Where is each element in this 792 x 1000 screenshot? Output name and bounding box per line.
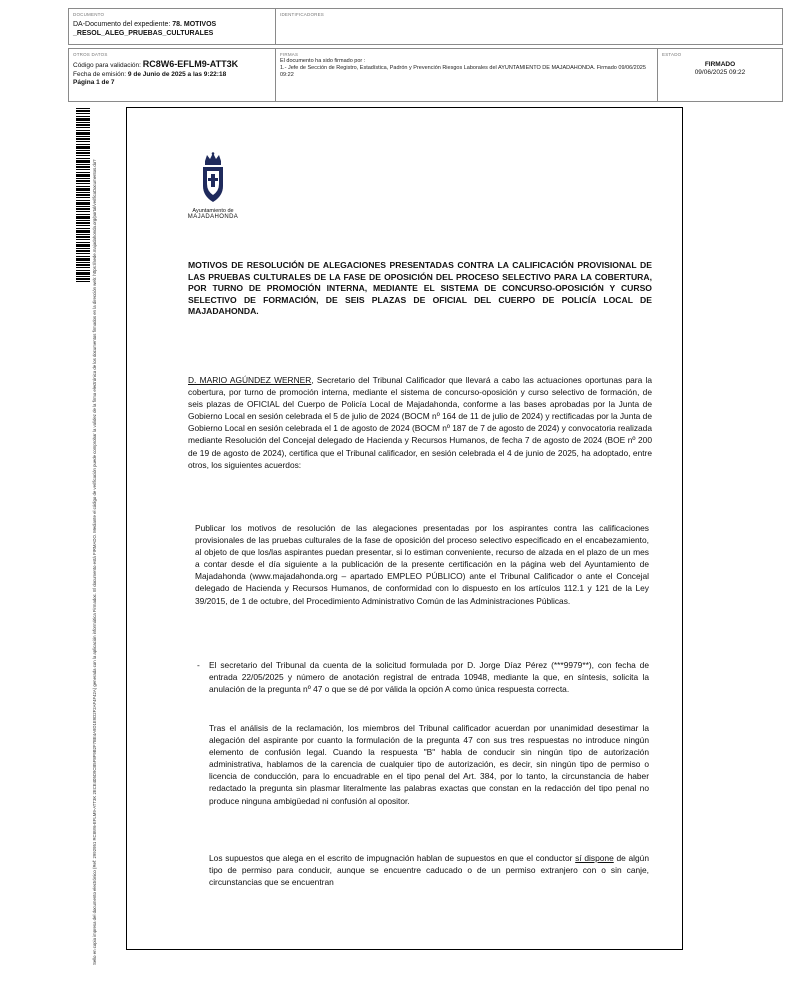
otros-label: OTROS DATOS: [73, 52, 108, 57]
document-title: MOTIVOS DE RESOLUCIÓN DE ALEGACIONES PRESENTADAS CONTRA LA CALIFICACIÓN PROVISIONAL DE LAS PRUEBAS CULTURALES DE LA FASE DE OPOSICIÓN DEL PROCESO SELECTIVO PARA LA COBERTURA, POR TURNO DE PROMOCIÓN INTERNA, MEDIANTE EL SISTEMA DE CONCURSO-OPOSICIÓN Y CURSO SELECTIVO DE FORMACIÓN, DE SEIS PLAZAS DE OFICIAL DEL CUERPO DE POLICÍA LOCAL DE MAJADAHONDA.: [188, 260, 652, 317]
firmas-text: El documento ha sido firmado por :: [280, 58, 366, 64]
municipal-logo: [183, 152, 243, 220]
cases-paragraph: [209, 852, 649, 888]
identificadores-label: IDENTIFICADORES: [280, 12, 325, 17]
coat-of-arms-icon: [200, 152, 226, 204]
estado-date: 09/06/2025 09:22: [694, 69, 746, 76]
secretary-name: D. MARIO AGÚNDEZ WERNER: [188, 375, 312, 385]
fecha-line: [73, 71, 271, 80]
codigo-prefix: Código para validación:: [73, 62, 143, 69]
estado-value: FIRMADO: [704, 61, 736, 68]
documento-value: [73, 20, 271, 38]
logo-line1: Ayuntamiento de: [192, 208, 234, 214]
document-header: [68, 8, 783, 102]
codigo-line: [73, 60, 271, 71]
fecha-value: 9 de Junio de 2025 a las 9:22:18: [127, 70, 227, 78]
estado-cell: [657, 48, 783, 102]
claim-text: El secretario del Tribunal da cuenta de la solicitud formulada por D. Jorge Díaz Pérez (***9979**), con fecha de entrada 22/05/2025 y número de anotación registral de entrada 10948, mediante la que, en síntesis, solicita la anulación de la pregunta nº 47 o que se dé por válida la opción A como única respuesta correcta.: [209, 660, 649, 695]
intro-paragraph: [188, 374, 652, 471]
verification-sidebar-text: Sello en copia impresa del documento electrónico (Ref: 2992951 RC8W6-EFLM9-ATT3K 2ECE405D9CB5F8F9B2F7BE4A9D1E9D2F2AF4F42A) generada con la aplicación informática Firmadoc. El documento está FIRMADO. Mediante el código de verificación puede comprobar la validez de la firma electrónica de los documentos firmados en la dirección web: https://sede.majadahonda.org/portal/verificaDocumentos.do?: [92, 159, 97, 965]
resolution-paragraph: Tras el análisis de la reclamación, los miembros del Tribunal calificador acuerdan por unanimidad desestimar la alegación del aspirante por cuanto la formulación de la pregunta 47 con sus tres respuestas no introduce ningún elemento de confusión legal. Cuando la respuesta "B" habla de conducir sin ningún tipo de autorización administrativa, hablamos de la carencia de cualquier tipo de autorización, es decir, sin ningún tipo de permiso o licencia de conducción, para lo encuadrable en el tipo penal del Art. 384, por lo tanto, la circunstancia de haber redactado la pregunta sin plasmar literalmente las palabras exactas que constan en la redacción del tipo penal no produce ninguna ambigüedad ni confusión al opositor.: [209, 723, 649, 806]
documento-cell: [68, 8, 276, 45]
intro-text: , Secretario del Tribunal Calificador que llevará a cabo las actuaciones oportunas para la cobertura, por turno de promoción interna, mediante el sistema de concurso-oposición y curso selectivo de formación, de seis plazas de OFICIAL del Cuerpo de Policía Local de Majadahonda, conforme a las bases aprobadas por la Junta de Gobierno Local en sesión celebrada el 5 de julio de 2024 (BOCM nº 164 de 11 de julio de 2024) y rectificadas por la Junta de Gobierno Local en sesión celebrada el 1 de agosto de 2024 (BOCM nº 187 de 7 de agosto de 2024) y convocatoria realizada mediante Resolución del Concejal delegado de Hacienda y Recursos Humanos, de fecha 7 de agosto de 2024 (BOE nº 200 de 19 de agosto de 2024), certifica que el Tribunal calificador, en sesión celebrada el 4 de junio de 2025, ha adoptado, entre otros, los siguientes acuerdos:: [188, 375, 652, 470]
logo-line2: MAJADAHONDA: [187, 214, 239, 220]
estado-label: ESTADO: [662, 52, 682, 57]
barcode: [76, 108, 90, 282]
documento-prefix: DA-Documento del expediente:: [73, 21, 173, 28]
otros-datos-cell: [68, 48, 276, 102]
bullet-dash: -: [197, 660, 200, 670]
firmas-label: FIRMAS: [280, 52, 299, 57]
cases-text-b: de algún tipo de permiso para conducir, aunque se encuentre caducado o de un permiso extranjero con o sin canje, circunstancias que se encuentran: [209, 853, 649, 888]
page-frame: [126, 107, 683, 950]
cases-underlined: sí dispone: [575, 853, 614, 863]
documento-label: DOCUMENTO: [73, 12, 105, 17]
identificadores-cell: [275, 8, 783, 45]
firmas-detail: 1.- Jefe de Sección de Registro, Estadística, Padrón y Prevención Riesgos Laborales del AYUNTAMIENTO DE MAJADAHONDA. Firmado 09/06/2025 09:22: [280, 65, 646, 78]
fecha-prefix: Fecha de emisión:: [73, 70, 128, 78]
claim-bullet: [197, 659, 649, 695]
cases-text-a: Los supuestos que alega en el escrito de impugnación hablan de supuestos en que el conductor: [209, 853, 576, 863]
documento-name: 78. MOTIVOS _RESOL_ALEG_PRUEBAS_CULTURALES: [73, 21, 217, 37]
codigo-value: RC8W6-EFLM9-ATT3K: [142, 59, 239, 69]
agreement-paragraph: Publicar los motivos de resolución de las alegaciones presentadas por los aspirantes contra las calificaciones provisionales de las pruebas culturales de la fase de oposición del proceso selectivo especificado en el encabezamiento, al objeto de que los/las aspirantes puedan presentar, si lo estiman conveniente, recurso de alzada en el plazo de un mes a contar desde el día siguiente a la publicación de la presente certificación en la página web del Ayuntamiento de Majadahonda (www.majadahonda.org – apartado EMPLEO PÚBLICO) ante el Tribunal Calificador o ante el Concejal delegado de Hacienda y Recursos Humanos, de conformidad con lo dispuesto en los artículos 112.1 y 121 de la Ley 39/2015, de 1 de octubre, del Procedimiento Administrativo Común de las Administraciones Públicas.: [195, 523, 649, 606]
firmas-cell: [275, 48, 658, 102]
pagina-value: Página 1 de 7: [73, 79, 115, 86]
